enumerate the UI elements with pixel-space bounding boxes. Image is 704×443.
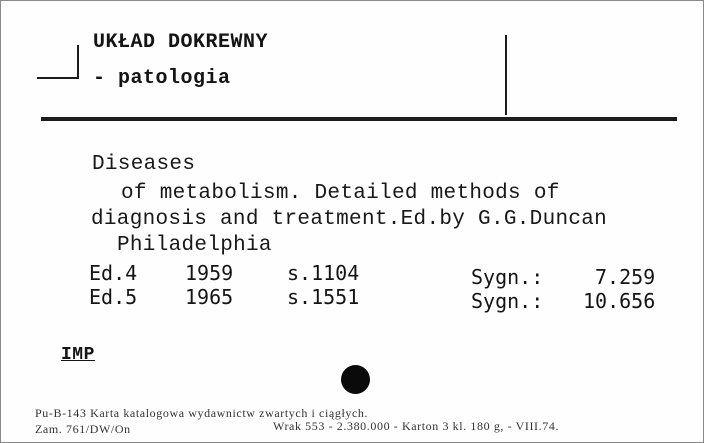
punch-hole <box>341 365 370 394</box>
edition-pages: s.1104 <box>287 261 360 285</box>
call-number: 10.656 <box>583 289 656 313</box>
entry-place-line: Philadelphia <box>117 234 272 257</box>
edition-label: Ed.4 <box>89 261 138 285</box>
edition-year: 1965 <box>185 285 234 309</box>
heading-underline-rule <box>41 117 677 121</box>
edition-year: 1959 <box>185 261 234 285</box>
form-description: Pu-B-143 Karta katalogowa wydawnictw zwartych i ciągłych. <box>35 406 369 420</box>
heading-right-vertical-rule <box>505 35 507 115</box>
print-run-details: Wrak 553 - 2.380.000 - Karton 3 kl. 180 g, - VIII.74. <box>273 419 560 433</box>
heading-left-horizontal-rule <box>37 77 79 79</box>
subject-heading: UKŁAD DOKREWNY <box>93 31 269 54</box>
entry-editor-line: diagnosis and treatment.Ed.by G.G.Duncan <box>91 208 608 231</box>
subject-subheading: - patologia <box>93 67 231 90</box>
entry-description-line: of metabolism. Detailed methods of <box>121 182 560 205</box>
edition-label: Ed.5 <box>89 285 138 309</box>
call-number: 7.259 <box>595 265 656 289</box>
edition-pages: s.1551 <box>287 285 360 309</box>
print-order-number: Zam. 761/DW/On <box>35 422 131 436</box>
entry-title-line: Diseases <box>92 153 196 176</box>
sygn-label: Sygn.: <box>471 289 544 313</box>
heading-left-vertical-rule <box>77 45 79 79</box>
imp-stamp: IMP <box>61 345 95 365</box>
sygn-label: Sygn.: <box>471 265 544 289</box>
